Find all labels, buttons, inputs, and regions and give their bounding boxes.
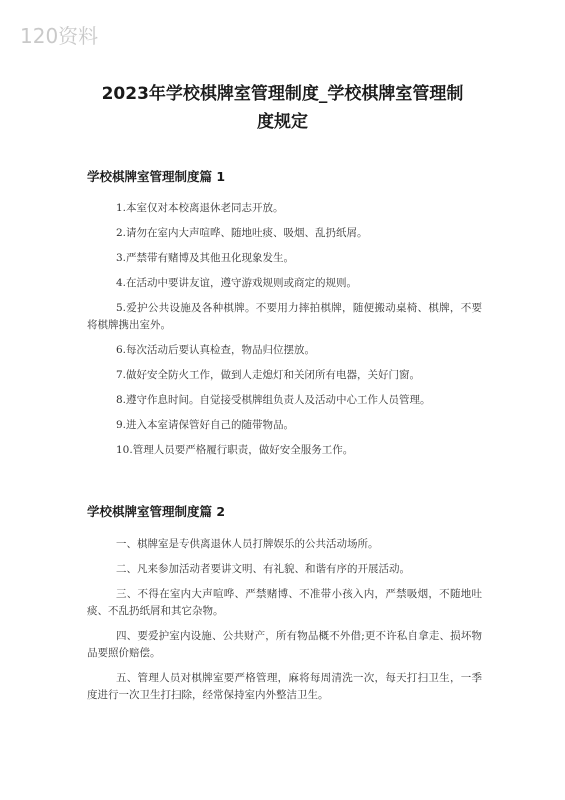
document-title: [40, 80, 525, 136]
section-2-paragraph: 五、管理人员对棋牌室要严格管理，麻将每周清洗一次，每天打扫卫生，一季度进行一次卫生打扫除，经常保持室内外整洁卫生。: [87, 672, 482, 701]
section-2-paragraph: 三、不得在室内大声喧哗、严禁赌博、不准带小孩入内，严禁吸烟，不随地吐痰、不乱扔纸屑和其它杂物。: [87, 588, 482, 617]
section-1-paragraph: 10.管理人员要严格履行职责，做好安全服务工作。: [116, 444, 354, 456]
section-2-body: [87, 536, 482, 712]
section-1-paragraph: 7.做好安全防火工作，做到人走熄灯和关闭所有电器，关好门窗。: [116, 369, 421, 381]
section-2-heading: 学校棋牌室管理制度篇 2: [87, 504, 226, 519]
section-1-paragraph: 9.进入本室请保管好自己的随带物品。: [116, 419, 295, 431]
section-2-paragraph: 四、要爱护室内设施、公共财产，所有物品概不外借;更不许私自拿走、损坏物品要照价赔偿。: [87, 630, 482, 659]
watermark-logo: 120资料: [20, 24, 99, 48]
section-1-body: [87, 200, 482, 467]
section-1-paragraph: 1.本室仅对本校离退休老同志开放。: [116, 202, 284, 214]
section-2-paragraph: 二、凡来参加活动者要讲文明、有礼貌、和谐有序的开展活动。: [116, 563, 410, 575]
title-line-1: 2023年学校棋牌室管理制度_学校棋牌室管理制: [101, 84, 464, 104]
section-1-paragraph: 6.每次活动后要认真检查，物品归位摆放。: [116, 344, 316, 356]
section-1-paragraph: 8.遵守作息时间。自觉接受棋牌组负责人及活动中心工作人员管理。: [116, 394, 431, 406]
title-line-2: 度规定: [257, 112, 308, 132]
section-1-paragraph: 3.严禁带有赌博及其他丑化现象发生。: [116, 252, 295, 264]
section-2-paragraph: 一、棋牌室是专供离退休人员打牌娱乐的公共活动场所。: [116, 538, 379, 550]
section-1-heading: 学校棋牌室管理制度篇 1: [87, 169, 226, 184]
section-1-paragraph: 2.请勿在室内大声喧哗、随地吐痰、吸烟、乱扔纸屑。: [116, 227, 368, 239]
section-1-paragraph: 5.爱护公共设施及各种棋牌。不要用力摔拍棋牌，随便搬动桌椅、棋牌，不要将棋牌携出室外。: [87, 302, 482, 331]
section-1-paragraph: 4.在活动中要讲友谊，遵守游戏规则或商定的规则。: [116, 277, 358, 289]
